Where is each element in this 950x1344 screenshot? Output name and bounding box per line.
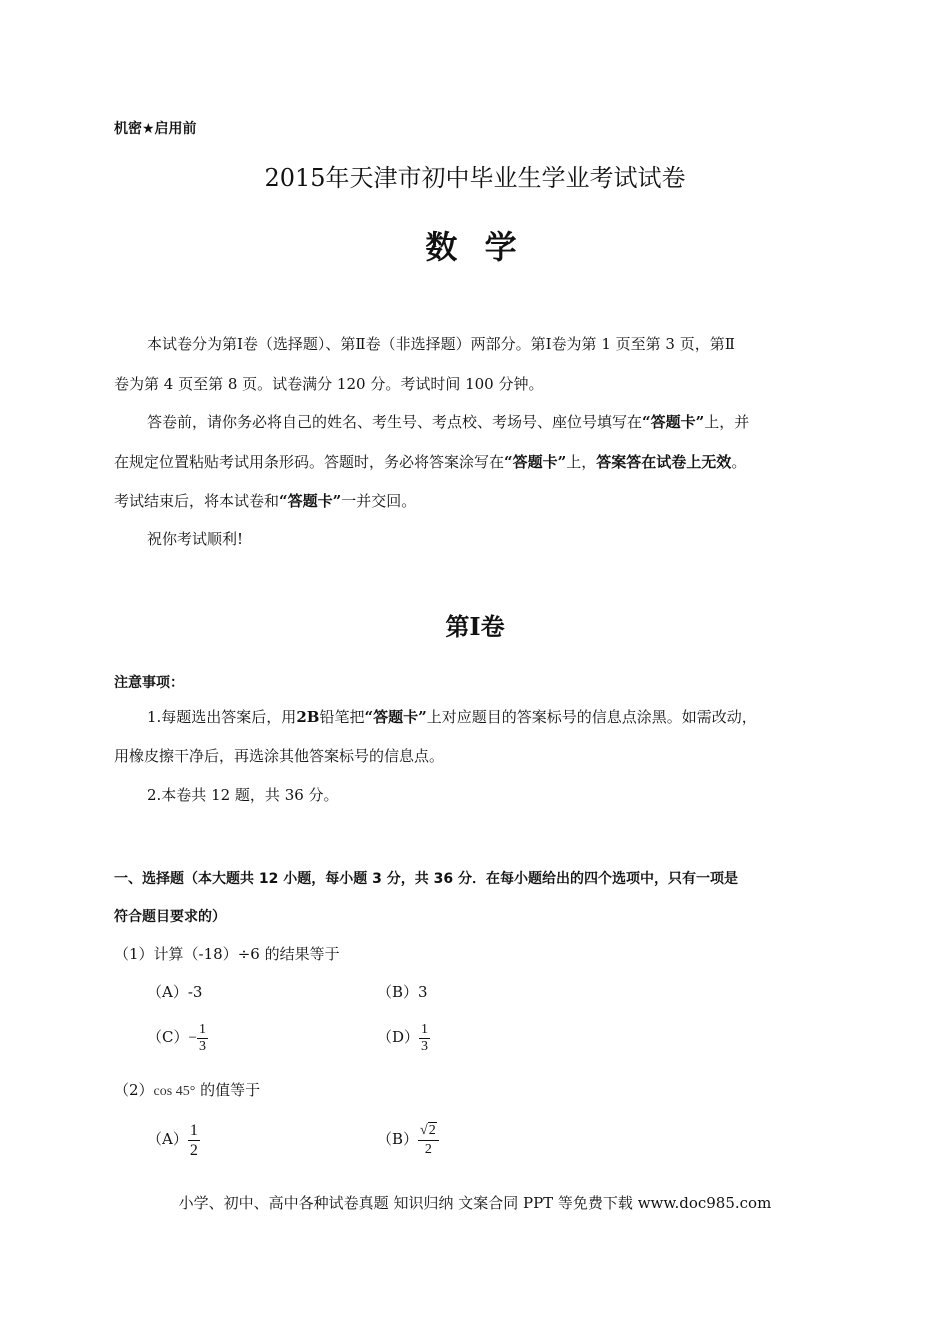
question-number: （2） bbox=[114, 1081, 154, 1099]
question-text: 的值等于 bbox=[195, 1081, 261, 1099]
option-label: （B） bbox=[377, 1130, 419, 1148]
answer-card-term: “答题卡” bbox=[279, 492, 342, 510]
note-item-1-tail: 上对应题目的答案标号的信息点涂黑。如需改动， bbox=[426, 708, 757, 726]
note-item-1-continued: 用橡皮擦干净后，再选涂其他答案标号的信息点。 bbox=[114, 747, 445, 765]
intro-line-3-tail: 上，并 bbox=[704, 413, 750, 431]
numerator: 1 bbox=[421, 1021, 429, 1037]
section-heading: 一、选择题（本大题共 12 小题，每小题 3 分，共 36 分．在每小题给出的四个选项中，只有一项是 bbox=[114, 871, 738, 887]
subject-title: 数 学 bbox=[425, 228, 525, 266]
intro-line-4-tail: 。 bbox=[731, 453, 747, 471]
question-2-stem bbox=[114, 1080, 260, 1102]
exam-title: 2015年天津市初中毕业生学业考试试卷 bbox=[264, 164, 686, 192]
intro-line-5-tail: 一并交回。 bbox=[341, 492, 417, 510]
denominator: 2 bbox=[424, 1141, 432, 1157]
footer-promo: 小学、初中、高中各种试卷真题 知识归纳 文案合同 PPT 等免费下载 www.doc985.com bbox=[178, 1194, 772, 1212]
question-1-option-c bbox=[147, 1018, 208, 1058]
notes-heading: 注意事项： bbox=[114, 675, 184, 691]
intro-line-3-text: 答卷前，请你务必将自己的姓名、考生号、考点校、考场号、座位号填写在 bbox=[147, 413, 643, 431]
denominator: 2 bbox=[189, 1141, 198, 1159]
intro-line-2: 卷为第 4 页至第 8 页。试卷满分 120 分。考试时间 100 分钟。 bbox=[114, 375, 544, 393]
cosine-expression: cos 45° bbox=[153, 1084, 196, 1099]
note-item-2: 2.本卷共 12 题，共 36 分。 bbox=[147, 786, 339, 804]
fraction-one-half bbox=[188, 1121, 200, 1160]
option-label: （D） bbox=[377, 1028, 420, 1046]
minus-sign: − bbox=[188, 1030, 197, 1046]
intro-line-4-mid: 上， bbox=[566, 453, 597, 471]
invalid-answer-warning: 答案答在试卷上无效 bbox=[596, 453, 732, 471]
denominator: 3 bbox=[421, 1038, 429, 1054]
option-value: 3 bbox=[418, 983, 428, 1001]
question-1-stem: （1）计算（-18）÷6 的结果等于 bbox=[114, 945, 340, 963]
answer-card-term: “答题卡” bbox=[504, 453, 567, 471]
option-label: （A） bbox=[147, 1130, 188, 1148]
square-root bbox=[420, 1122, 437, 1140]
option-label: （A） bbox=[147, 983, 188, 1001]
note-item-1 bbox=[147, 707, 757, 727]
numerator: 1 bbox=[198, 1021, 206, 1037]
pencil-grade: 2B bbox=[296, 708, 320, 726]
radicand: 2 bbox=[428, 1122, 436, 1138]
option-value: -3 bbox=[187, 983, 203, 1001]
section-heading-continued: 符合题目要求的） bbox=[114, 909, 226, 925]
fraction-root-two-over-two bbox=[418, 1122, 439, 1159]
note-item-1-text: 1.每题选出答案后，用 bbox=[147, 708, 297, 726]
answer-card-term: “答题卡” bbox=[364, 708, 427, 726]
intro-line-4 bbox=[114, 452, 746, 472]
intro-line-4-text: 在规定位置粘贴考试用条形码。答题时，务必将答案涂写在 bbox=[114, 453, 505, 471]
fraction-one-third bbox=[419, 1022, 430, 1055]
question-2-option-a bbox=[147, 1118, 200, 1164]
intro-line-5-text: 考试结束后，将本试卷和 bbox=[114, 492, 280, 510]
good-luck-text: 祝你考试顺利! bbox=[147, 530, 244, 548]
numerator: 1 bbox=[189, 1121, 198, 1139]
intro-line-5 bbox=[114, 491, 416, 511]
option-label: （B） bbox=[377, 983, 419, 1001]
numerator bbox=[418, 1122, 439, 1141]
volume-title: 第Ⅰ卷 bbox=[445, 612, 505, 641]
question-1-option-a bbox=[147, 982, 202, 1002]
intro-line-1: 本试卷分为第Ⅰ卷（选择题）、第Ⅱ卷（非选择题）两部分。第Ⅰ卷为第 1 页至第 3 页，第Ⅱ bbox=[147, 335, 735, 353]
classification-label: 机密★启用前 bbox=[114, 121, 197, 137]
intro-line-3 bbox=[147, 412, 749, 432]
note-item-1-mid: 铅笔把 bbox=[319, 708, 365, 726]
fraction-one-third bbox=[197, 1022, 208, 1055]
radical-icon: √ bbox=[420, 1122, 428, 1138]
question-1-option-d bbox=[377, 1018, 430, 1058]
answer-card-term: “答题卡” bbox=[642, 413, 705, 431]
option-label: （C） bbox=[147, 1028, 189, 1046]
question-1-option-b bbox=[377, 982, 428, 1002]
denominator: 3 bbox=[198, 1038, 206, 1054]
question-2-option-b bbox=[377, 1118, 439, 1164]
